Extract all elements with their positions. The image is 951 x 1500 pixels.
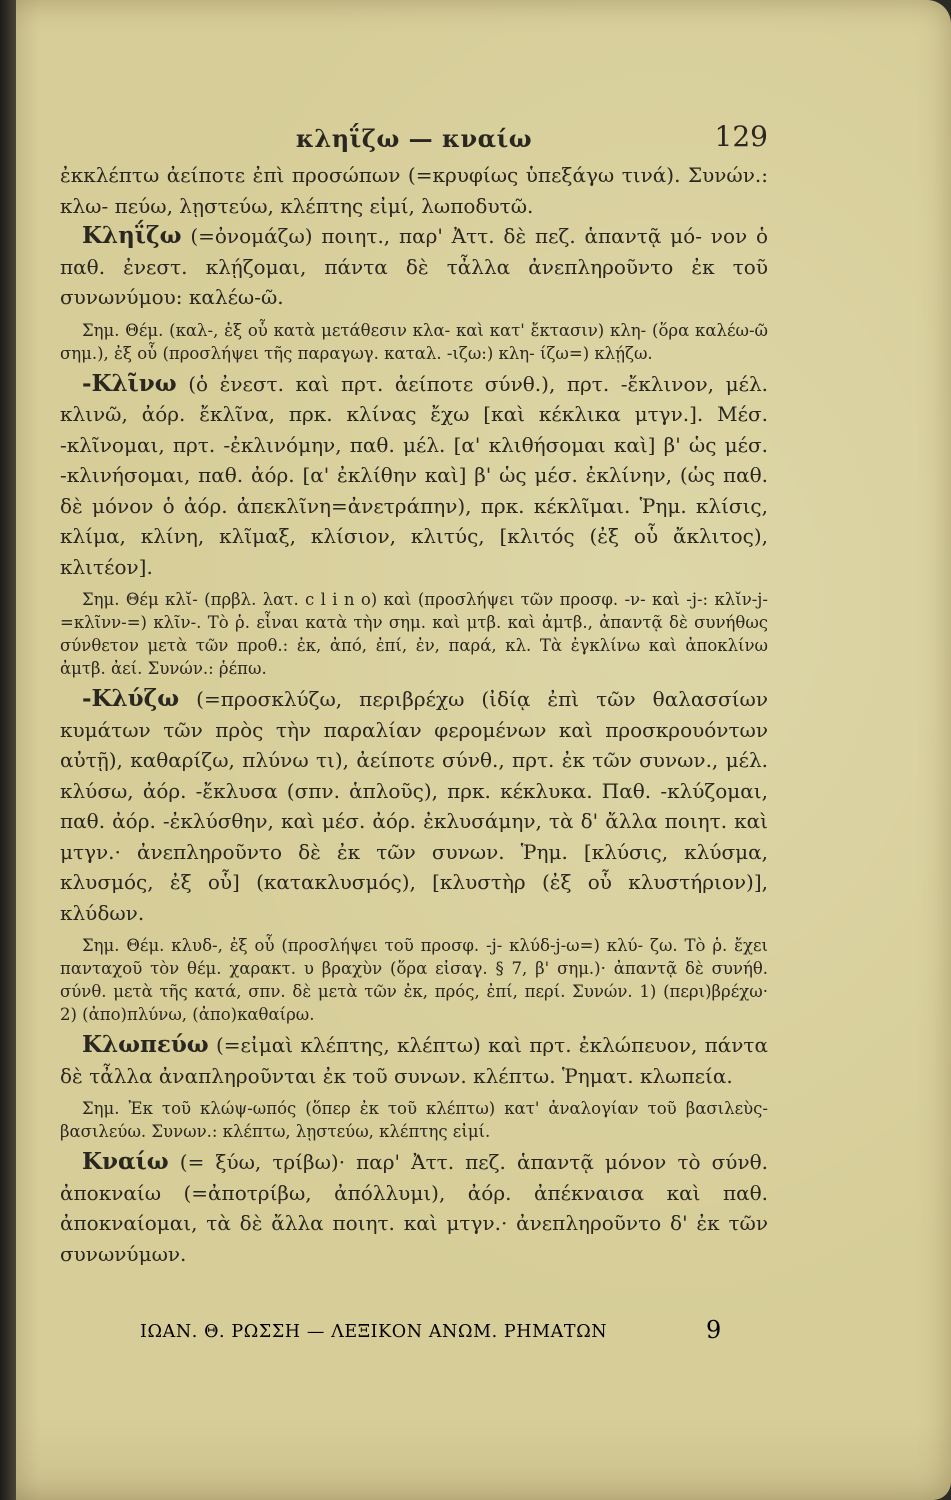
text-line: καθαρίζω, πλύνω τι), ἀείποτε σύνθ., πρτ. ἐκ τῶν συνων., μέλ. κλύσω, xyxy=(60,748,768,803)
text-line: κλυσμός, ἐξ οὗ] (κατακλυσμός), [κλυστὴρ (ἐξ οὗ κλυστήριον)], κλύδων. xyxy=(60,870,768,925)
text-line: καὶ ἀμτβ., ἀπαντᾷ δὲ συνήθως σύνθετον μετὰ τῶν προθ.: ἐκ, ἀπό, ἐπί, ἐν, xyxy=(60,613,769,655)
text-line: νον ὁ παθ. ἐνεστ. κλῄζομαι, πάντα δὲ τἆλλα ἀνεπληροῦντο ἐκ τοῦ xyxy=(60,224,768,279)
text-line: (ὡς παθ. δὲ μόνον ὁ ἀόρ. ἀπεκλῖνη=ἀνετράπην), πρκ. κέκλῖμαι. xyxy=(60,463,768,518)
grammar-note xyxy=(60,1097,768,1143)
entry-lemma: Κλωπεύω xyxy=(82,1031,209,1058)
text-line: (=προσκλύζω, περιβρέχω (ἰδίᾳ ἐπὶ τῶν θαλασσίων xyxy=(196,687,769,711)
text-line: κλωπεία. xyxy=(639,1063,733,1088)
text-line: ἐκ τῶν συνωνύμων. xyxy=(60,1211,769,1266)
text-line: ίζω=) κλῄζω. xyxy=(540,343,653,363)
footer-imprint: ΙΩΑΝ. Θ. ΡΩΣΣΗ — ΛΕΞΙΚΟΝ ΑΝΩΜ. ΡΗΜΑΤΩΝ xyxy=(140,1322,608,1342)
text-line: καὶ -j-: κλῐν-j-=κλῖνν-=) κλῖν-. Τὸ ῥ. εἶναι κατὰ τὴν σημ. καὶ μτβ. xyxy=(60,590,768,632)
dictionary-entry xyxy=(60,1030,768,1091)
text-line: παρά, κλ. Τὰ ἐγκλίνω καὶ ἀποκλίνω ἀμτβ. ἀεί. Συνών.: ῥέπω. xyxy=(60,636,769,678)
entry-lemma: Κληΐζω xyxy=(82,222,182,249)
text-line: κυμάτων τῶν πρὸς τὴν παραλίαν φερομένων καὶ προσκρουόντων αὐτῇ), xyxy=(60,717,768,772)
grammar-note xyxy=(60,934,768,1026)
book-spine xyxy=(0,0,16,1500)
page-footer xyxy=(58,1316,766,1356)
dictionary-body xyxy=(60,160,768,1269)
grammar-note xyxy=(60,588,768,680)
signature-mark: 9 xyxy=(706,1316,722,1344)
page-number: 129 xyxy=(714,120,768,153)
text-line: (ὁ ἐνεστ. καὶ πρτ. ἀείποτε σύνθ.), πρτ. -ἔκλινον, xyxy=(188,371,715,396)
text-line: πάντα δὲ τἆλλα ἀναπληροῦνται ἐκ τοῦ συνων. κλέπτω. Ῥηματ. xyxy=(60,1033,769,1088)
dictionary-entry xyxy=(60,1147,768,1269)
text-line: (ὅρα καλέω-ῶ σημ.), ἐξ οὗ (προσλήψει τῆς παραγωγ. καταλ. -ιζω:) κλη- xyxy=(60,320,768,363)
grammar-note xyxy=(60,319,768,365)
text-line: ἀόρ. -ἐκλύσθην, καὶ μέσ. ἀόρ. ἐκλυσάμην, τὰ δ' ἄλλα ποιητ. καὶ xyxy=(112,809,769,833)
text-line: (=εἰμαὶ κλέπτης, κλέπτω) καὶ πρτ. ἐκλώπευον, xyxy=(216,1033,698,1057)
text-line: -κλῖνομαι, πρτ. -ἐκλινόμην, παθ. μέλ. [α' κλιθήσομαι καὶ] β' ὡς xyxy=(60,432,717,457)
text-line: ζω. Τὸ ῥ. ἔχει πανταχοῦ τὸν θέμ. χαρακτ. υ βραχὺν (ὅρα εἰσαγ. § 7, β' xyxy=(60,936,769,978)
text-line: συνωνύμου: καλέω-ῶ. xyxy=(60,285,284,309)
text-line: μέσ. -κλινήσομαι, παθ. ἀόρ. [α' ἐκλίθην καὶ] β' ὡς μέσ. ἐκλίνην, xyxy=(60,432,768,487)
continued-entry xyxy=(60,160,768,221)
dictionary-entry xyxy=(60,684,768,928)
text-line: ἄκλιτος), κλιτέον]. xyxy=(60,524,768,579)
text-line: βασιλεὺς-βασιλεύω. Συνων.: κλέπτω, λῃστεύω, κλέπτης εἰμί. xyxy=(60,1099,768,1141)
text-line: ἀόρ. -ἔκλυσα (σπν. ἁπλοῦς), πρκ. κέκλυκα. Παθ. -κλύζομαι, παθ. xyxy=(60,778,768,833)
text-line: Σημ. Θέμ. κλυδ-, ἐξ οὗ (προσλήψει τοῦ προσφ. -j- κλύδ-j-ω=) κλύ- xyxy=(82,936,644,955)
text-line: μτγν.· ἀνεπληροῦντο δὲ ἐκ τῶν συνων. Ῥημ. [κλύσις, κλύσμα, xyxy=(60,839,768,864)
text-line: τὸ σύνθ. ἀποκναίω (=ἀποτρίβω, ἀπόλλυμι), ἀόρ. ἀπέκναισα καὶ xyxy=(60,1150,769,1205)
entry-lemma: Κναίω xyxy=(82,1148,169,1175)
dictionary-entry xyxy=(60,221,768,313)
text-line: μέλ. κλινῶ, ἀόρ. ἔκλῖνα, πρκ. κλίνας ἔχω [καὶ κέκλικα μτγν.]. Μέσ. xyxy=(60,371,768,426)
entry-lemma: -Κλύζω xyxy=(82,685,180,712)
text-line: ἐκκλέπτω ἀείποτε ἐπὶ προσώπων (=κρυφίως ὑπεξάγω τινά). Συνών.: κλω- xyxy=(60,163,768,218)
text-line: ἐπί, περί. Συνών. 1) (περι)βρέχω· 2) (ἀπο)πλύνω, (ἀπο)καθαίρω. xyxy=(60,982,768,1024)
text-line: σημ.)· ἀπαντᾷ δὲ συνήθ. σύνθ. μετὰ τῆς κατά, σπν. δὲ μετὰ τῶν ἐκ, πρός, xyxy=(60,959,769,1001)
text-line: Σημ. Ἐκ τοῦ κλώψ-ωπός (ὅπερ ἐκ τοῦ κλέπτω) κατ' ἀναλογίαν τοῦ xyxy=(82,1099,677,1118)
text-line: (= ξύω, τρίβω)· παρ' Ἀττ. πεζ. ἁπαντᾷ μόνον xyxy=(179,1150,667,1174)
text-line: Σημ. Θέμ κλῐ- (πρβλ. λατ. c l i n o) καὶ (προσλήψει τῶν προσφ. -ν- xyxy=(82,590,646,609)
running-head-title: κληΐζω — κναίω xyxy=(295,124,533,153)
entry-lemma: -Κλῖνω xyxy=(82,369,177,397)
text-line: Ῥημ. κλίσις, κλίμα, κλίνη, κλῖμαξ, κλίσιον, κλιτύς, [κλιτός (ἐξ οὗ xyxy=(60,493,768,548)
running-head xyxy=(60,112,768,160)
text-line: Σημ. Θέμ. (καλ-, ἐξ οὗ κατὰ μετάθεσιν κλα- καὶ κατ' ἔκτασιν) κλη- xyxy=(82,320,647,340)
text-line: παθ. ἀποκναίομαι, τὰ δὲ ἄλλα ποιητ. καὶ μτγν.· ἀνεπληροῦντο δ' xyxy=(60,1180,768,1235)
text-line: (=ὀνομάζω) ποιητ., παρ' Ἀττ. δὲ πεζ. ἁπαντᾷ μό- xyxy=(190,224,702,248)
dictionary-entry xyxy=(60,369,768,583)
text-line: πεύω, λῃστεύω, κλέπτης εἰμί, λωποδυτῶ. xyxy=(114,193,534,218)
page-content xyxy=(60,112,768,1269)
